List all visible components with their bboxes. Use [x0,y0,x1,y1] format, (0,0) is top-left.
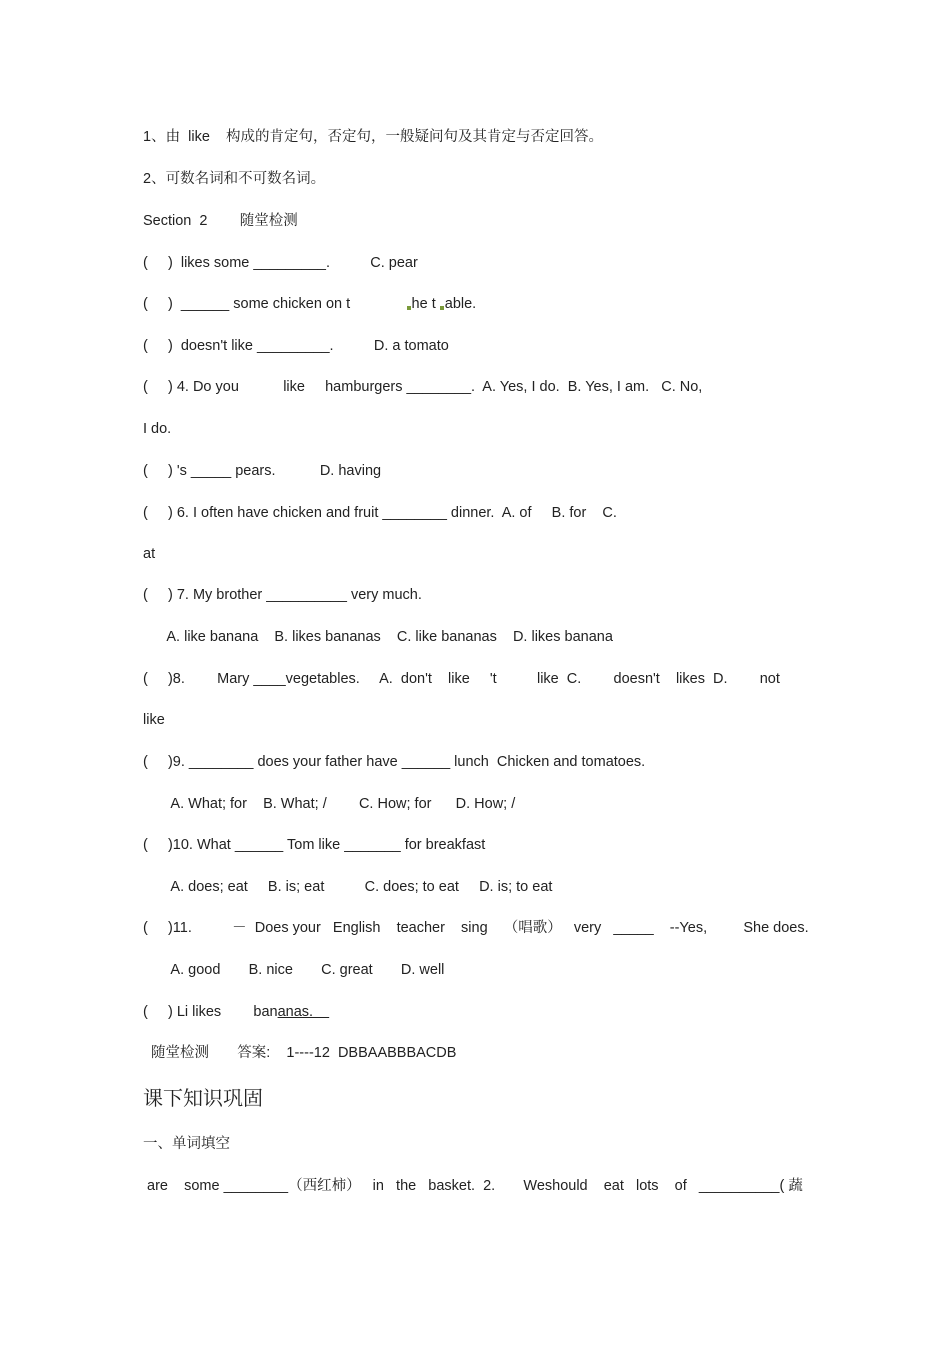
objective-2: 2、可数名词和不可数名词。 [143,171,326,187]
answer-key: 随堂检测 答案: 1----12 DBBAABBBACDB [143,1045,457,1061]
question-10-options: A. does; eat B. is; eat C. does; to eat D. is; to eat [143,879,553,895]
question-9-options: A. What; for B. What; / C. How; for D. How; / [143,796,516,812]
question-7: ( ) 7. My brother __________ very much. [143,587,422,603]
question-10: ( )10. What ______ Tom like _______ for breakfast [143,837,486,853]
question-9: ( )9. ________ does your father have ______ lunch Chicken and tomatoes. [143,754,646,770]
question-6-continued: at [143,546,156,562]
question-6: ( ) 6. I often have chicken and fruit ________ dinner. A. of B. for C. [143,505,617,521]
question-5: ( ) 's _____ pears. D. having [143,463,382,479]
artifact-mark [407,306,411,310]
question-11-options: A. good B. nice C. great D. well [143,962,445,978]
artifact-mark [440,306,444,310]
question-3: ( ) doesn't like _________. D. a tomato [143,338,449,354]
objective-1: 1、由 like 构成的肯定句，否定句，一般疑问句及其肯定与否定回答。 [143,129,603,145]
fill-in-line-1: are some ________（西红柿） in the basket. 2. Weshould eat lots of __________( 蔬 [143,1178,803,1194]
question-7-options: A. like banana B. likes bananas C. like bananas D. likes banana [143,629,613,645]
fill-in-title: 一、单词填空 [143,1136,230,1152]
question-8: ( )8. Mary ____vegetables. A. don't like 't like C. doesn't likes D. not [143,671,780,687]
question-1: ( ) likes some _________. C. pear [143,255,418,271]
question-12: ( ) Li likes bananas. [143,1004,330,1020]
question-4: ( ) 4. Do you like hamburgers ________. A. Yes, I do. B. Yes, I am. C. No, [143,379,703,395]
question-11: ( )11. － Does your English teacher sing （唱歌） very _____ --Yes, She does. [143,920,809,936]
question-2: ( ) ______ some chicken on t he t able. [143,296,477,312]
question-8-continued: like [143,712,165,728]
exercise-heading: 课下知识巩固 [143,1086,263,1110]
question-4-continued: I do. [143,421,172,437]
section-title: Section 2 随堂检测 [143,213,298,229]
